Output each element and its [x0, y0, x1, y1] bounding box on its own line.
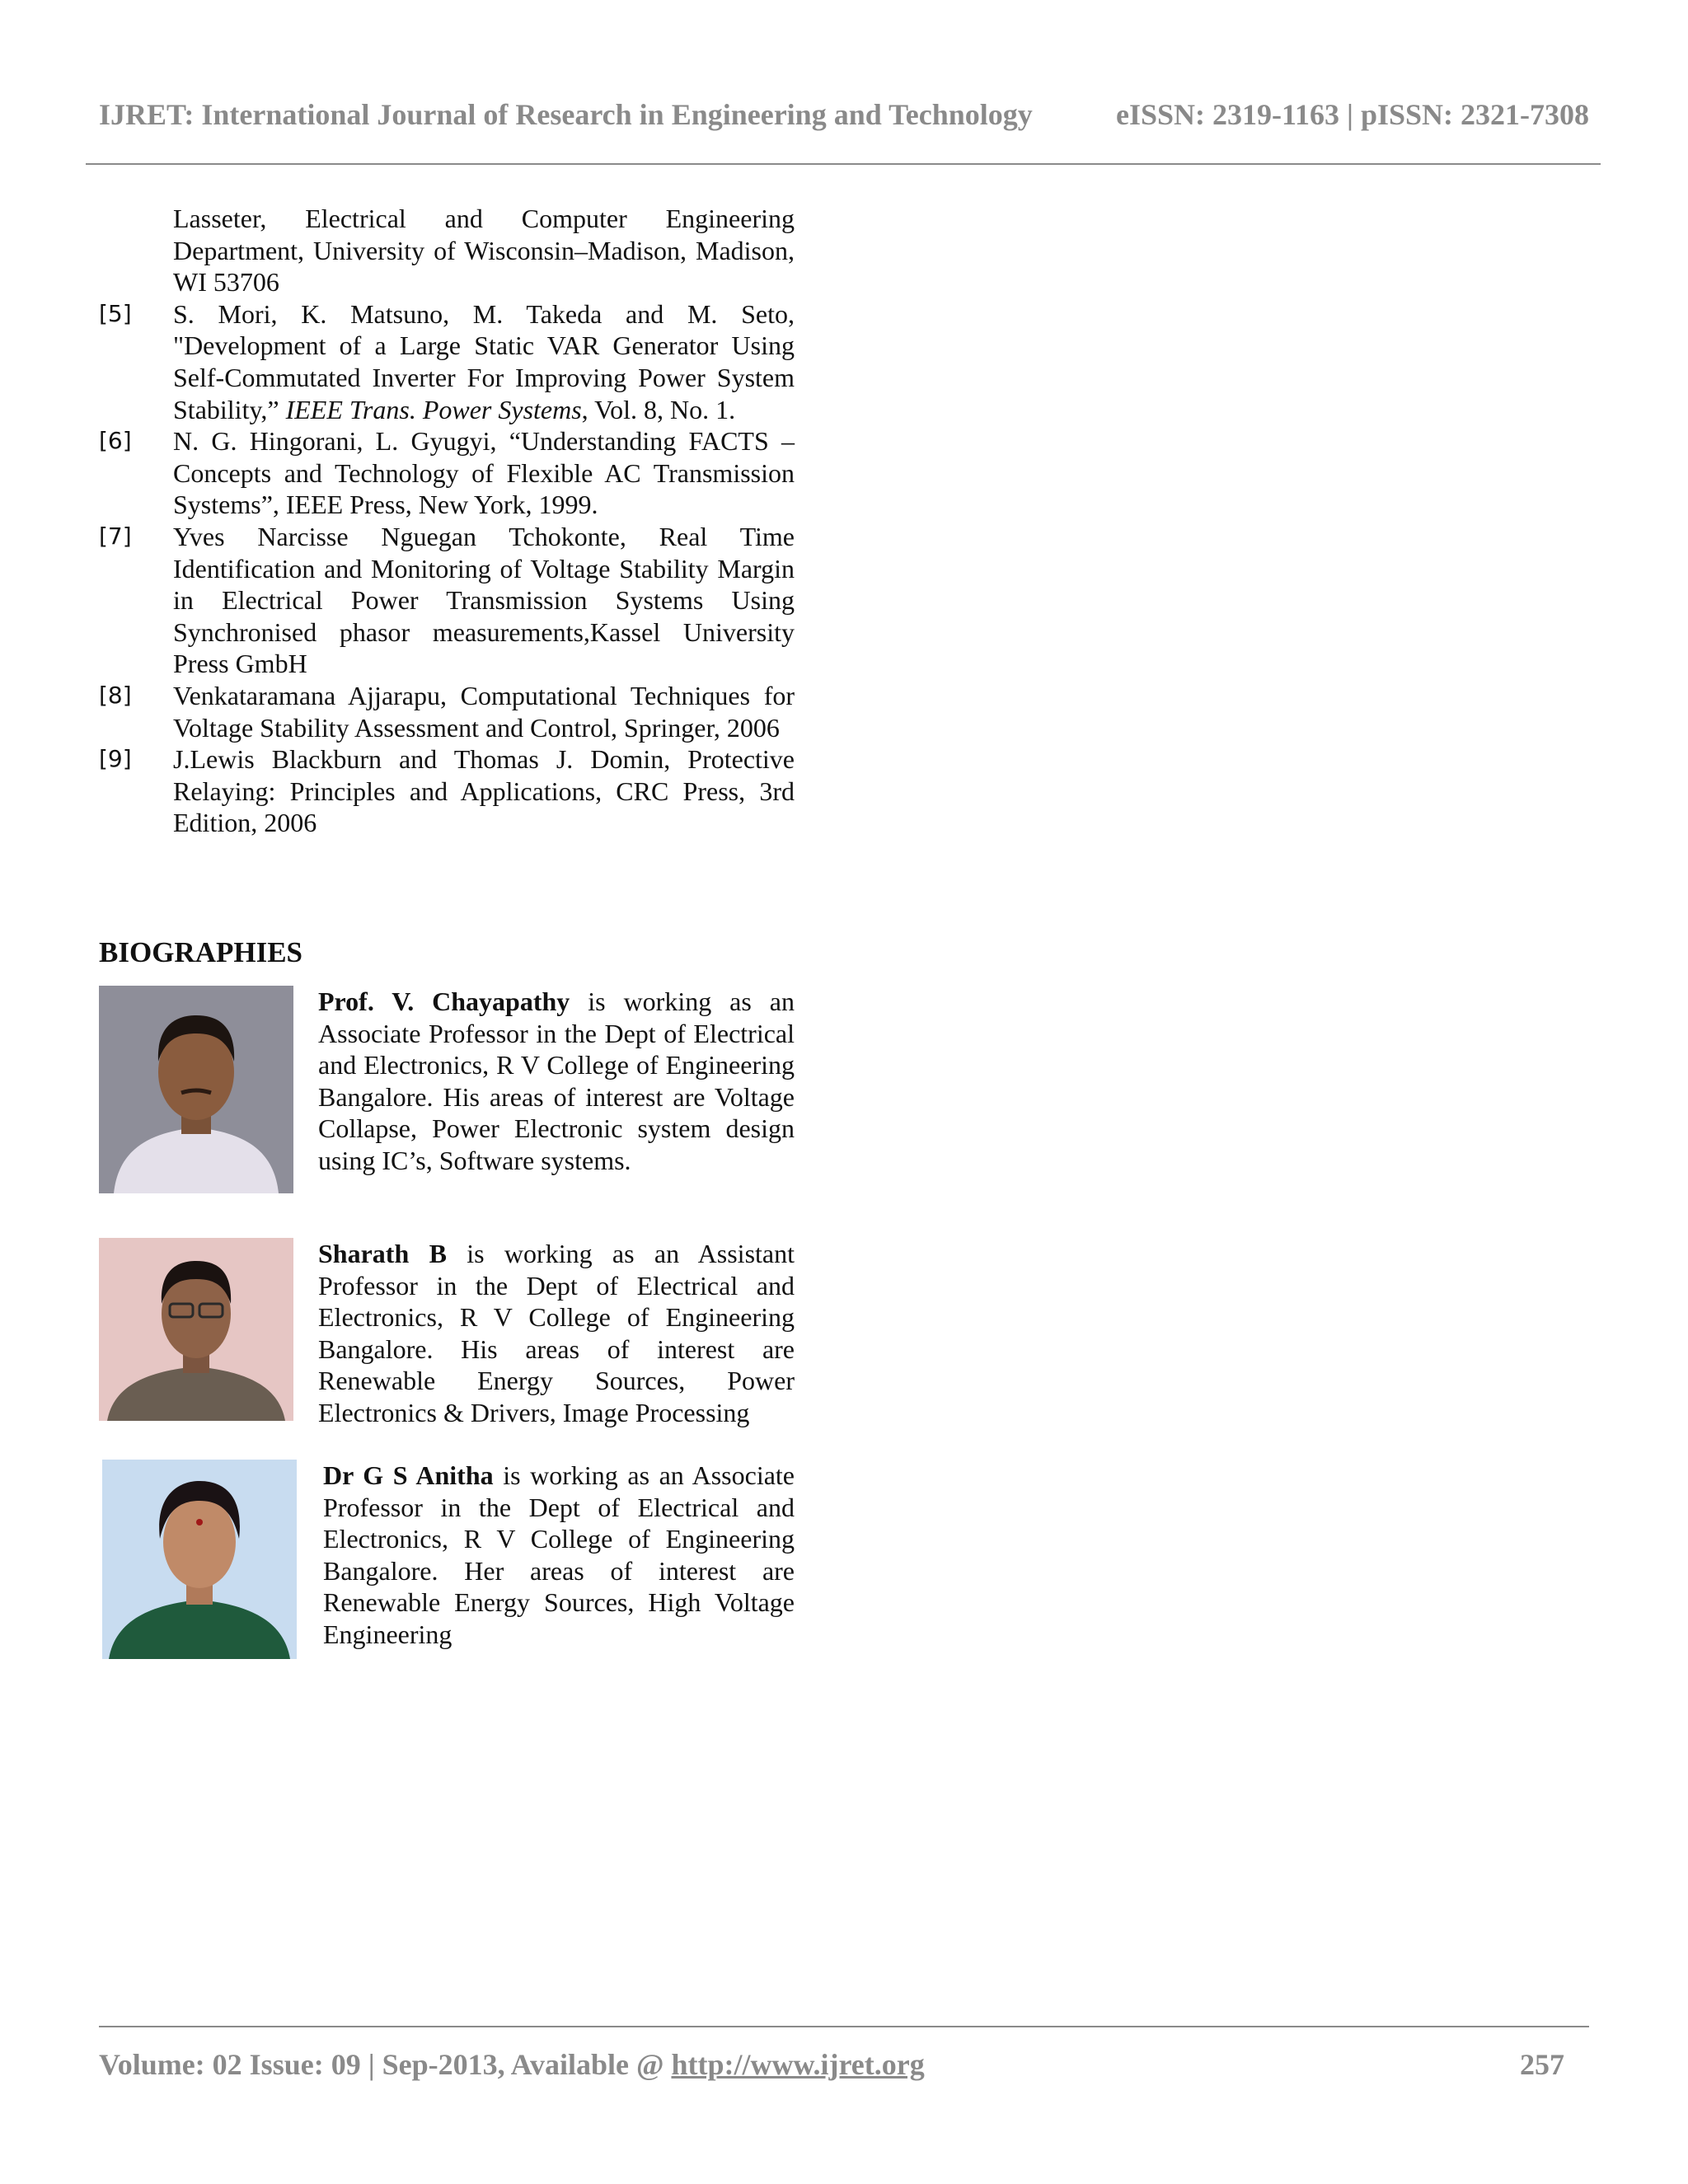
author-photo-3: [102, 1460, 297, 1659]
reference-item-8: [99, 680, 795, 743]
page-number: 257: [1520, 2048, 1564, 2081]
author-description: is working as an Assistant Professor in the Dept of Electrical and Electronics, R V College of Engineering Bangalore. His areas of interest are Renewable Energy Sources, Power Electronics & Drivers, Image Processing: [318, 1239, 795, 1427]
author-description: is working as an Associate Professor in the Dept of Electrical and Electronics, R V College of Engineering Bangalore. Her areas of interest are Renewable Energy Sources, High Voltage Engineering: [323, 1460, 795, 1649]
reference-item-6: [99, 425, 795, 521]
reference-text: J.Lewis Blackburn and Thomas J. Domin, Protective Relaying: Principles and Applications, CRC Press, 3rd Edition, 2006: [173, 744, 795, 838]
portrait-image: [102, 1460, 297, 1659]
biography-text-1: [318, 986, 795, 1177]
footer-divider: [99, 2026, 1589, 2027]
author-photo-1: [99, 986, 293, 1193]
issn-info: eISSN: 2319-1163 | pISSN: 2321-7308: [1116, 98, 1589, 131]
reference-continuation: Lasseter, Electrical and Computer Engineering Department, University of Wisconsin–Madison, Madison, WI 53706: [173, 204, 795, 298]
reference-text: Venkataramana Ajjarapu, Computational Techniques for Voltage Stability Assessment and Control, Springer, 2006: [173, 680, 795, 743]
section-heading-biographies: BIOGRAPHIES: [99, 936, 302, 968]
portrait-image: [99, 1238, 293, 1421]
author-name: Prof. V. Chayapathy: [318, 987, 570, 1016]
running-footer: [99, 2047, 1564, 2082]
author-name: Sharath B: [318, 1239, 447, 1268]
biography-2: [99, 1238, 795, 1429]
portrait-image: [99, 986, 293, 1193]
reference-text-part: S. Mori, K. Matsuno, M. Takeda and M. Seto, "Development of a Large Static VAR Generator Using Self-Commutated Inverter For Improving Power System Stability,”: [173, 298, 795, 424]
biography-1: [99, 986, 795, 1193]
reference-text: Yves Narcisse Nguegan Tchokonte, Real Time Identification and Monitoring of Voltage Stability Margin in Electrical Power Transmission Systems Using Synchronised phasor measurements,Kassel University Press GmbH: [173, 521, 795, 679]
running-header: [99, 97, 1589, 132]
biography-text-2: [318, 1238, 795, 1429]
reference-journal-title: IEEE Trans. Power Systems: [285, 394, 582, 424]
reference-number: [7]: [99, 522, 132, 550]
reference-item-7: [99, 521, 795, 680]
reference-number: [6]: [99, 427, 132, 455]
volume-text: Volume: 02 Issue: 09 | Sep-2013, Available @: [99, 2048, 672, 2081]
biography-text-3: [323, 1460, 795, 1651]
author-name: Dr G S Anitha: [323, 1460, 494, 1490]
reference-list: [99, 203, 795, 839]
reference-number: [5]: [99, 299, 132, 327]
reference-text-part: , Vol. 8, No. 1.: [581, 394, 736, 424]
reference-number: [9]: [99, 745, 132, 773]
author-description: is working as an Associate Professor in the Dept of Electrical and Electronics, R V College of Engineering Bangalore. His areas of interest are Voltage Collapse, Power Electronic system design using IC’s, Software systems.: [318, 987, 795, 1175]
biography-3: [102, 1460, 795, 1659]
reference-text: N. G. Hingorani, L. Gyugyi, “Understanding FACTS – Concepts and Technology of Flexible AC Transmission Systems”, IEEE Press, New York, 1999.: [173, 426, 795, 520]
author-photo-2: [99, 1238, 293, 1421]
reference-text: [173, 298, 795, 425]
journal-name: IJRET: International Journal of Research in Engineering and Technology: [99, 98, 1033, 131]
reference-item-5: [99, 298, 795, 425]
reference-number: [8]: [99, 681, 132, 709]
header-divider: [86, 163, 1601, 165]
volume-info: [99, 2047, 925, 2082]
reference-item-9: [99, 743, 795, 839]
journal-url-link[interactable]: http://www.ijret.org: [671, 2048, 925, 2081]
